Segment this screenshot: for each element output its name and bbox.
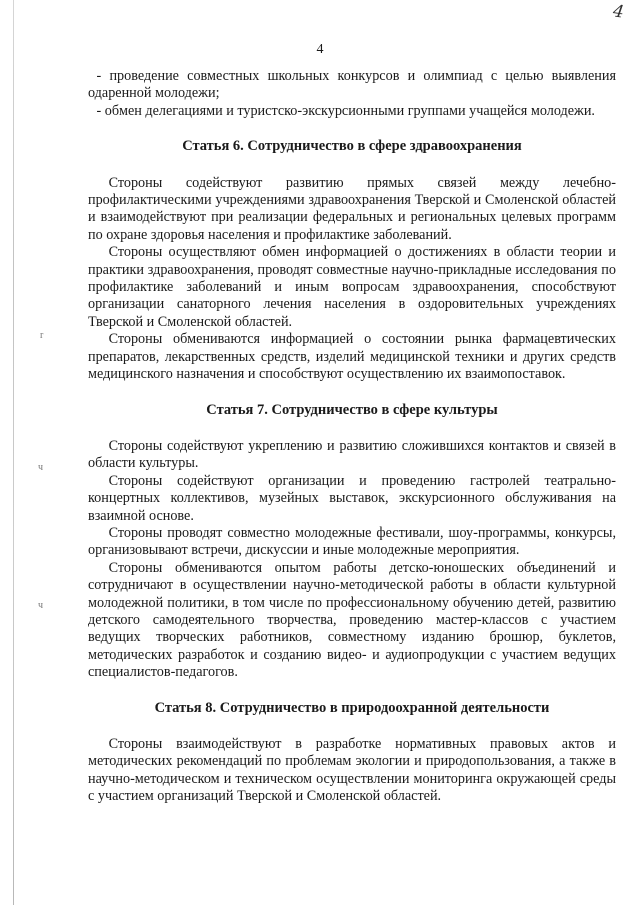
document-body (88, 68, 616, 806)
paragraph: Стороны обмениваются информацией о состоянии рынка фармацевтических препаратов, лекарственных средств, изделий медицинской техники и других средств медицинского назначения и способствуют осуществлению их взаимопоставок. (88, 331, 616, 383)
paragraph: Стороны содействуют укреплению и развитию сложившихся контактов и связей в области культуры. (88, 437, 616, 472)
paragraph: Стороны осуществляют обмен информацией о достижениях в области теории и практики здравоохранения, проводят совместные научно-прикладные исследования по профилактике заболеваний и иным вопросам здравоохранения, способствуют организации санаторного лечения населения в оздоровительных учреждениях Тверской и Смоленской областей. (88, 244, 616, 330)
paragraph: Стороны обмениваются опытом работы детско-юношеских объединений и сотрудничают в осуществлении научно-методической работы в области культурной молодежной политики, в том числе по профессиональному обучению детей, развитию детского самодеятельного творчества, проведению мастер-классов с участием ведущих творческих работников, совместному изданию брошюр, буклетов, методических разработок и созданию видео- и аудиопродукции с участием ведущих специалистов-педагогов. (88, 559, 616, 681)
paragraph: Стороны проводят совместно молодежные фестивали, шоу-программы, конкурсы, организовывают встречи, дискуссии и иные молодежные мероприятия. (88, 524, 616, 559)
section-heading: Статья 7. Сотрудничество в сфере культуры (206, 401, 498, 418)
page-number: 4 (316, 42, 324, 57)
section-heading: Статья 8. Сотрудничество в природоохранной деятельности (154, 699, 550, 716)
paragraph: Стороны содействуют развитию прямых связей между лечебно-профилактическими учреждениями здравоохранения Тверской и Смоленской областей и взаимодействуют при реализации федеральных и региональных целевых программ по охране здоровья населения и профилактике заболеваний. (88, 174, 616, 243)
margin-mark: ч (38, 600, 44, 611)
handwritten-page-mark: 4 (611, 1, 626, 23)
scan-edge-line (13, 0, 14, 905)
intro-bullet: - проведение совместных школьных конкурсов и олимпиад с целью выявления одаренной молодежи; (88, 68, 616, 102)
intro-bullet: - обмен делегациями и туристско-экскурсионными группами учащейся молодежи. (96, 102, 595, 119)
paragraph: Стороны содействуют организации и проведению гастролей театрально-концертных коллективов, музейных выставок, экскурсионного обслуживания на взаимной основе. (88, 472, 616, 524)
section-heading: Статья 6. Сотрудничество в сфере здравоохранения (182, 138, 522, 155)
margin-mark: r (40, 330, 44, 341)
margin-mark: ч (38, 462, 44, 473)
paragraph: Стороны взаимодействуют в разработке нормативных правовых актов и методических рекомендаций по проблемам экологии и природопользования, а также в научно-методическом и техническом осуществлении мониторинга окружающей среды с участием организаций Тверской и Смоленской областей. (88, 736, 616, 805)
